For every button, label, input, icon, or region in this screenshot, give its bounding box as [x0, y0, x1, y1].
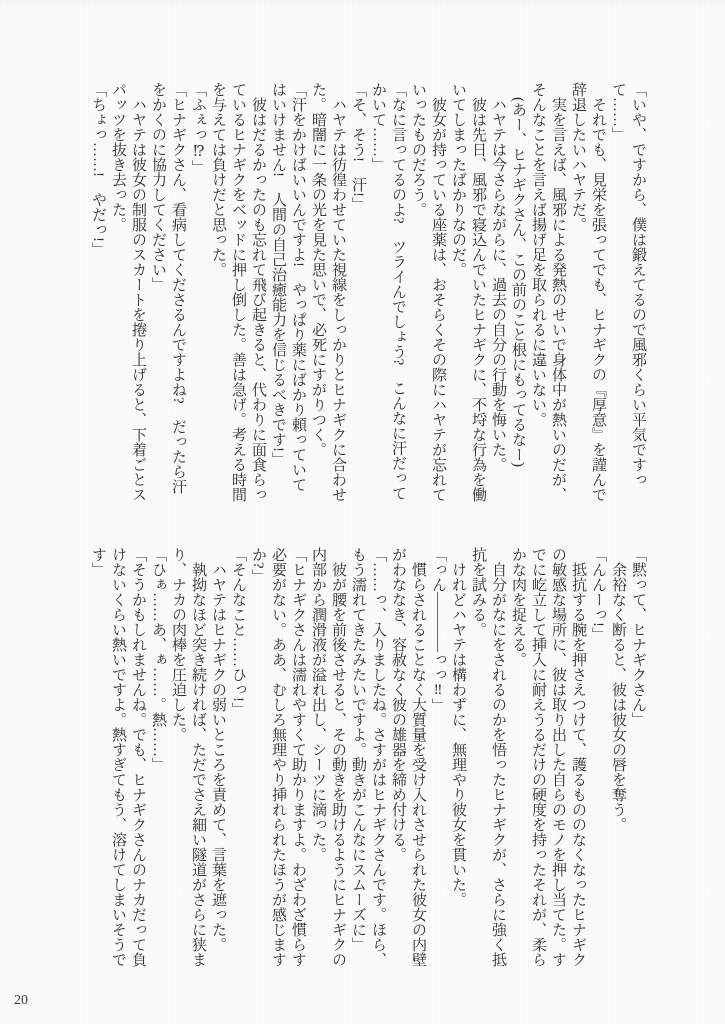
paragraph: ハヤテは今さらながらに、過去の自分の行動を悔いた。: [490, 97, 506, 472]
paragraph: 「……っ、入りましたね。さすがはヒナギクさんです。ほら、もう濡れてきたみたいですよ。動きがこんなにスムーズに」: [350, 547, 386, 967]
paragraph: 余裕なく断ると、彼は彼女の唇を奪う。: [610, 562, 626, 832]
paragraph: 彼はだるかったのも忘れて飛び起きると、代わりに面食らっているヒナギクをベッドに押し倒した。善は急げ。考える時間を与えては負けだと思った。: [210, 82, 266, 502]
paragraph: 「汗をかけばいいんですよ! やっぱり薬にばかり頼っていてはいけません! 人間の自己治癒能力を信じるべきです!」: [270, 82, 306, 492]
bottom-text-block: [86, 547, 648, 967]
paragraph: それでも、見栄を張ってでも、ヒナギクの『厚意』を謹んで辞退したいハヤテだ。: [570, 82, 606, 502]
paragraph: 執拗なほど突き続ければ、ただでさえ細い隧道がさらに狭まり、ナカの肉棒を圧迫した。: [170, 547, 206, 967]
paragraph: 彼女が持っている座薬は、おそらくその際にハヤテが忘れていったものだろう。: [410, 82, 446, 502]
paragraph: 「ひぁ……あ、ぁ……。熱……」: [150, 547, 166, 772]
paragraph: ハヤテは彼女の制服のスカートを捲り上げると、下着ごとスパッツを抜き去った。: [110, 82, 146, 502]
paragraph: 「そんなこと……ひっ!」: [230, 547, 246, 717]
paragraph: 「ふぇっ⁉」: [190, 82, 206, 175]
paragraph: (あー、ヒナギクさん、この前のこと根にもってるなー): [510, 97, 526, 467]
paragraph: 「そうかもしれませんね。でも、ヒナギクさんのナカだって負けないくらい熱いですよ。熱すぎてもう、溶けてしまいそうです」: [90, 547, 146, 967]
paragraph: けれどハヤテは構わずに、無理やり彼女を貫いた。: [450, 562, 466, 907]
paragraph: ハヤテはヒナギクの弱いところを責めて、言葉を遮った。: [210, 562, 226, 952]
paragraph: 慣らされることなく大質量を受け入れさせられた彼女の内壁がわななき、容赦なく彼の雄器を締め付ける。: [390, 547, 426, 967]
paragraph: 自分がなにをされるのかを悟ったヒナギクが、さらに強く抵抗を試みる。: [470, 547, 506, 967]
paragraph: ハヤテは彷徨わせていた視線をしっかりとヒナギクに合わせた。暗闇に一条の光を見た思いで、必死にすがりつく。: [310, 82, 346, 502]
paragraph: 「なに言ってるのよ? ツライんでしょう? こんなに汗だってかいて……」: [370, 82, 406, 501]
paragraph: 彼は先日、風邪で寝込んでいたヒナギクに、不埒な行為を働いてしまったばかりなのだ。: [450, 82, 486, 502]
paragraph: 「ちょっ……! やだっ!」: [90, 82, 106, 257]
paragraph: 彼が腰を前後させると、その動きを助けるようにヒナギクの内部から潤滑液が溢れ出し、シーツに滴った。: [310, 547, 346, 967]
page-number: 20: [14, 993, 28, 1008]
paragraph: 「っん――――っっ‼」: [430, 547, 446, 713]
paragraph: 「いや、ですから、僕は鍛えてるので風邪くらい平気ですって……」: [610, 82, 646, 487]
paragraph: 「そ、そう! 汗!」: [350, 82, 366, 212]
paragraph: 「んんーっ!」: [590, 547, 606, 642]
paragraph: 「黙って、ヒナギクさん」: [630, 547, 646, 727]
paragraph: 「ヒナギクさんは濡れやすくて助かりますよ。わざわざ慣らす必要がない。ああ、むしろ無理やり挿れられたほうが感じますか?」: [250, 547, 306, 967]
paragraph: 抵抗する腕を押さえつけて、護るもののなくなったヒナギクの敏感な場所に、彼は取り出した自らのモノを押し当てた。すでに屹立して挿入に耐えうるだけの硬度を持ったそれが、柔らかな肉を捉える。: [510, 547, 586, 967]
paragraph: 実を言えば、風邪による発熱のせいで身体中が熱いのだが、そんなことを言えば揚げ足を取られるに違いない。: [530, 82, 566, 502]
paragraph: 「ヒナギクさん、看病してくださるんですよね? だったら汗をかくのに協力してください」: [150, 82, 186, 494]
top-text-block: [86, 82, 648, 502]
